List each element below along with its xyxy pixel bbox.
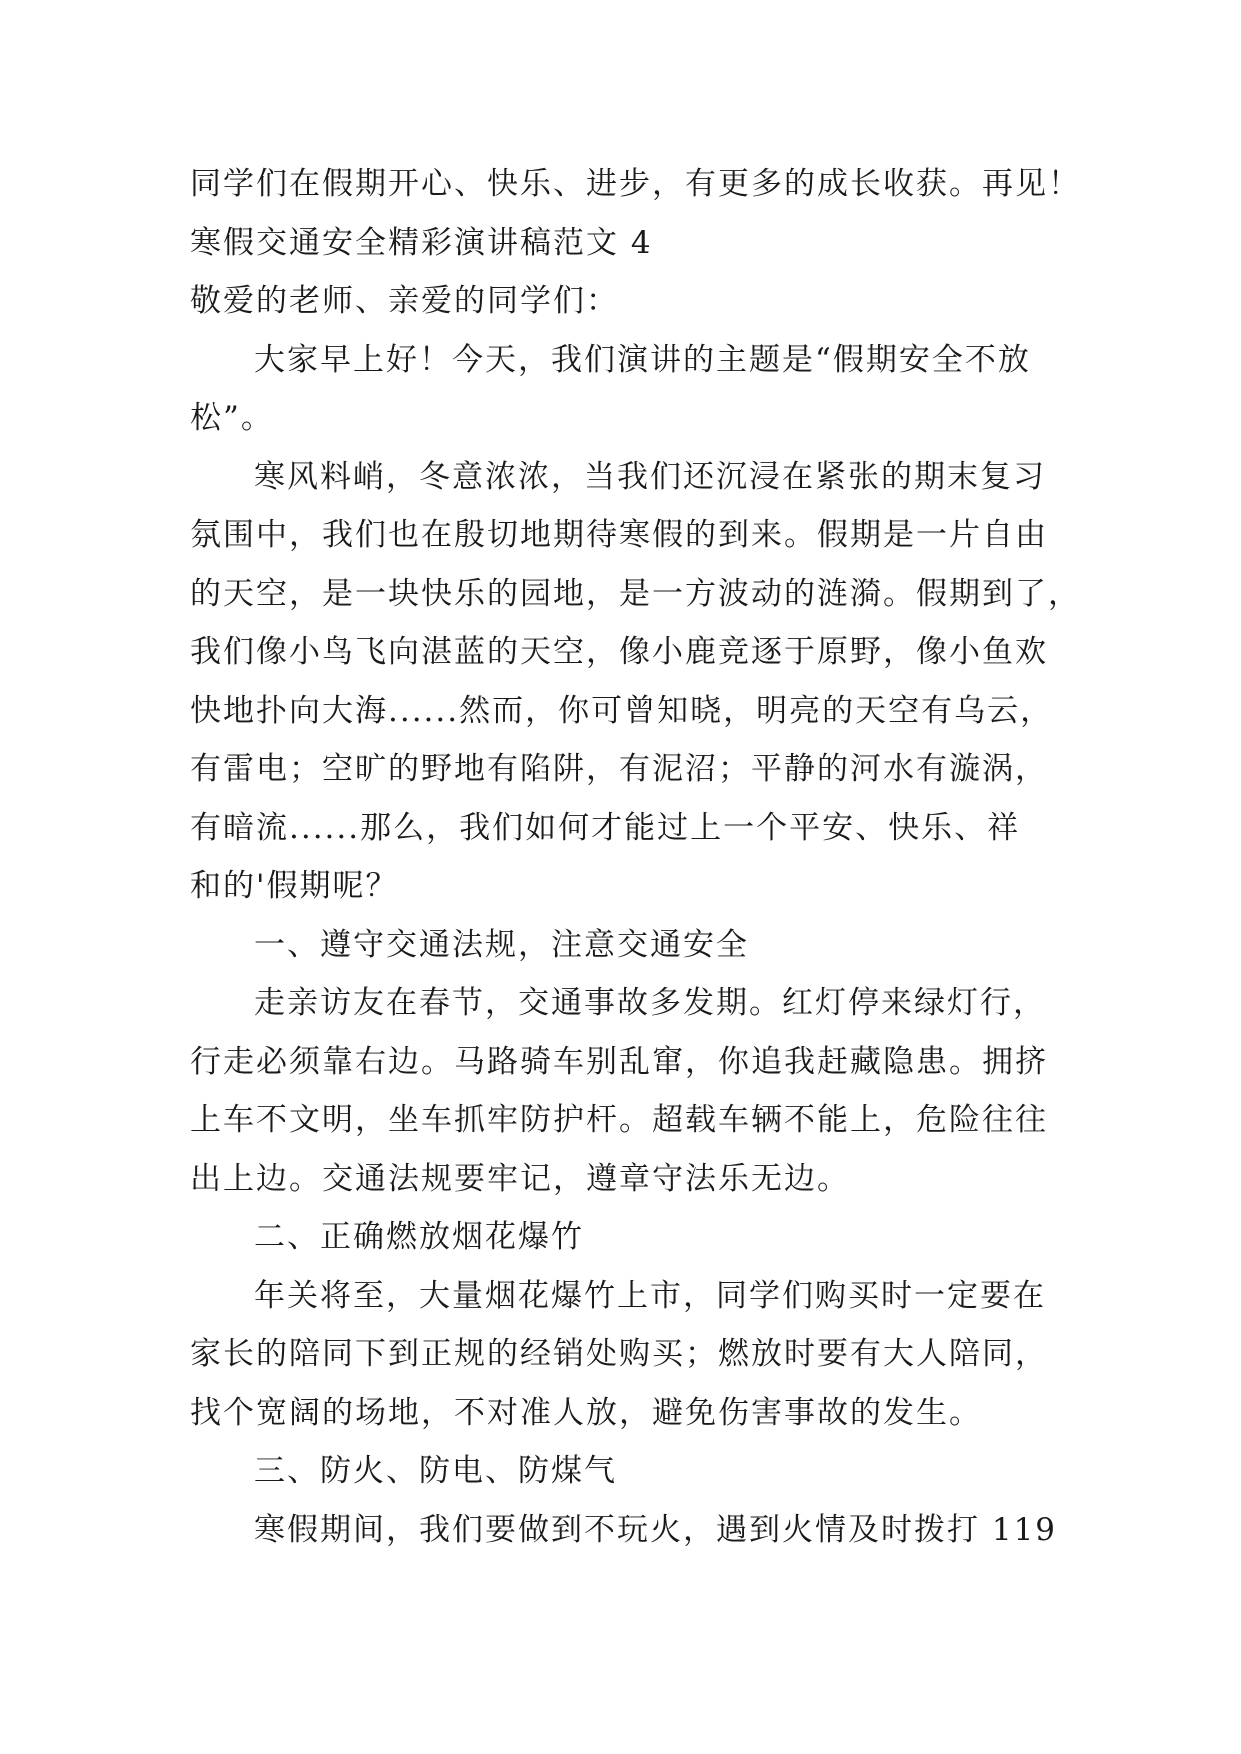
text-line: 找个宽阔的场地，不对准人放，避免伤害事故的发生。	[190, 1394, 982, 1431]
text-line: 行走必须靠右边。马路骑车别乱窜，你追我赶藏隐患。拥挤	[190, 1043, 1048, 1080]
text-line: 家长的陪同下到正规的经销处购买；燃放时要有大人陪同，	[190, 1336, 1048, 1372]
paragraph-start: 寒风料峭，冬意浓浓，当我们还沉浸在紧张的期末复习	[254, 458, 1046, 495]
text-line: 和的'假期呢？	[190, 868, 399, 904]
paragraph-start: 寒假期间，我们要做到不玩火，遇到火情及时拨打 119	[254, 1511, 1058, 1548]
text-line: 的天空，是一块快乐的园地，是一方波动的涟漪。假期到了，	[190, 575, 1081, 612]
text-line: 氛围中，我们也在殷切地期待寒假的到来。假期是一片自由	[190, 517, 1048, 553]
text-line: 上车不文明，坐车抓牢防护杆。超载车辆不能上，危险往往	[190, 1102, 1048, 1138]
paragraph-start: 走亲访友在春节，交通事故多发期。红灯停来绿灯行，	[254, 985, 1046, 1021]
text-line: 同学们在假期开心、快乐、进步，有更多的成长收获。再见！	[190, 166, 1081, 202]
subheading: 二、正确燃放烟花爆竹	[254, 1219, 584, 1255]
subheading: 三、防火、防电、防煤气	[254, 1453, 617, 1489]
text-line: 有雷电；空旷的野地有陷阱，有泥沼；平静的河水有漩涡，	[190, 751, 1048, 787]
salutation: 敬爱的老师、亲爱的同学们：	[190, 283, 619, 319]
text-line: 松”。	[190, 400, 274, 436]
text-line: 有暗流......那么，我们如何才能过上一个平安、快乐、祥	[190, 809, 1021, 846]
text-line: 我们像小鸟飞向湛蓝的天空，像小鹿竞逐于原野，像小鱼欢	[190, 634, 1048, 670]
text-line: 快地扑向大海......然而，你可曾知晓，明亮的天空有乌云，	[190, 692, 1054, 729]
paragraph-start: 大家早上好！今天，我们演讲的主题是“假期安全不放	[254, 341, 1031, 378]
paragraph-start: 年关将至，大量烟花爆竹上市，同学们购买时一定要在	[254, 1277, 1046, 1314]
text-line: 出上边。交通法规要牢记，遵章守法乐无边。	[190, 1160, 850, 1197]
subheading: 一、遵守交通法规，注意交通安全	[254, 926, 749, 963]
document-body	[190, 155, 1081, 1559]
section-title: 寒假交通安全精彩演讲稿范文 4	[190, 224, 653, 261]
